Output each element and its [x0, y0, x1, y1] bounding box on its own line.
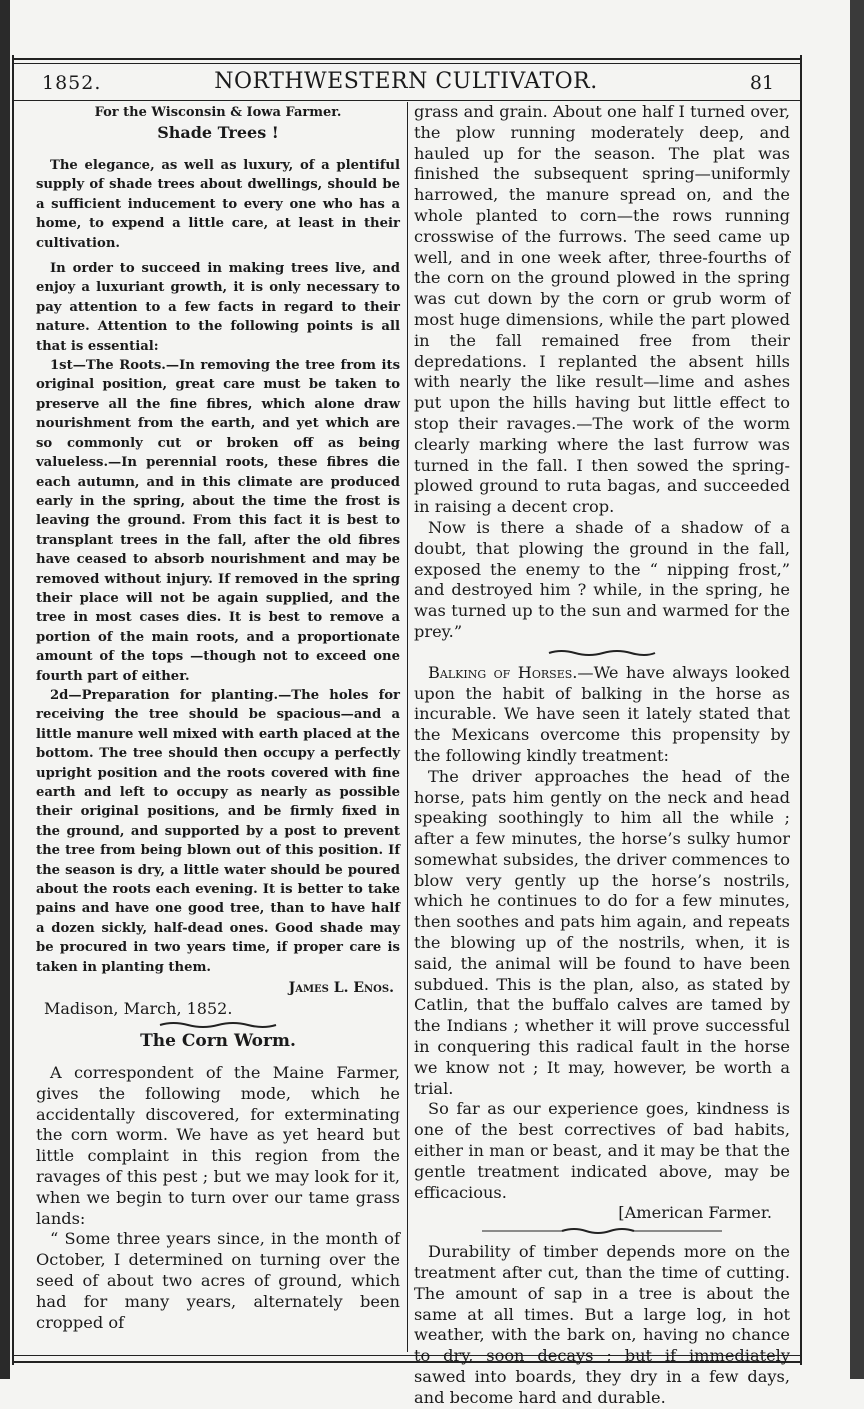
balking-lead-heading: Balking of Horses.	[428, 662, 578, 682]
balking-paragraph-1	[414, 663, 790, 767]
article-title-corn-worm: The Corn Worm.	[140, 1031, 296, 1052]
section-flourish-2	[547, 649, 657, 657]
page-number: 81	[749, 72, 774, 94]
header-year: 1852.	[42, 72, 102, 94]
running-header	[20, 66, 792, 98]
masthead-title: NORTHWESTERN CULTIVATOR.	[214, 69, 598, 94]
article-title-shade-trees: Shade Trees !	[157, 123, 279, 142]
shade-trees-paragraph-roots: 1st—The Roots.—In removing the tree from its original position, great care must be taken to preserve all the fine fibres, which alone draw nourishment from the earth, and yet which are so commonly cut or broken off as being valueless.—In perennial roots, these fibres die each autumn, and in this climate are produced early in the spring, about the time the frost is leaving the ground. From this fact it is best to transplant trees in the fall, after the old fibres have ceased to absorb nourishment and may be removed without injury. If removed in the spring their place will not be again supplied, and the tree in most cases dies. It is best to remove a portion of the main roots, and a proportionate amount of the tops —though not to exceed one fourth part of either.	[36, 358, 400, 684]
source-attribution: [American Farmer.	[618, 1203, 772, 1223]
author-signature: James L. Enos.	[288, 980, 394, 997]
article-source-line: For the Wisconsin & Iowa Farmer.	[94, 105, 342, 120]
shade-trees-paragraph-1: The elegance, as well as luxury, of a plentiful supply of shade trees about dwellings, should be a sufficient inducement to every one who has a home, to expend a little care, at least in their cultivation.	[36, 158, 400, 251]
header-rule	[12, 100, 802, 101]
dateline: Madison, March, 1852.	[44, 999, 233, 1019]
corn-worm-paragraph-3: grass and grain. About one half I turned over, the plow running moderately deep, and hauled up for the season. The plat was finished the subsequent spring—uniformly harrowed, the manure spread on, and the whole planted to corn—the rows running crosswise of the furrows. The seed came up well, and in one week after, three-fourths of the corn on the ground plowed in the spring was cut down by the corn or grub worm of most huge dimensions, while the part plowed in the fall remained free from their depredations. I replanted the absent hills with nearly the like result—lime and ashes put upon the hills having but little effect to stop their ravages.—The work of the worm clearly marking where the last furrow was turned in the fall. I then sowed the spring-plowed ground to ruta bagas, and succeeded in raising a decent crop.	[414, 102, 790, 517]
balking-paragraph-3: So far as our experience goes, kindness is one of the best correctives of bad habits, either in man or beast, and it may be that the gentle treatment indicated above, may be efficacious.	[414, 1099, 790, 1202]
scan-edge-left	[0, 0, 10, 1379]
left-column	[36, 102, 400, 1333]
shade-trees-paragraph-planting: 2d—Preparation for planting.—The holes for receiving the tree should be spacious—and a little manure well mixed with earth placed at the bottom. The tree should then occupy a perfectly upright position and the roots covered with fine earth and left to occupy as nearly as possible their original positions, and be firmly fixed in the ground, and supported by a post to prevent the tree from being blown out of this position. If the season is dry, a little water should be poured about the roots each evening. It is better to take pains and have one good tree, than to have half a dozen sickly, half-dead ones. Good shade may be procured in two years time, if proper care is taken in planting them.	[36, 687, 400, 975]
scan-edge-right	[850, 0, 864, 1379]
section-flourish-1	[158, 1021, 278, 1029]
top-double-rule	[12, 58, 802, 64]
balking-lead-text: —We have always looked upon the habit of balking in the horse as incurable. We have seen it lately stated that the Mexicans overcome this propensity by the following kindly treatment:	[414, 662, 790, 765]
right-column	[414, 102, 790, 1409]
corn-worm-paragraph-1: A correspondent of the Maine Farmer, gives the following mode, which he accidentally discovered, for exterminating the corn worm. We have as yet heard but little complaint in this region from the ravages of this pest ; but we may look for it, when we begin to turn over our tame grass lands:	[36, 1063, 400, 1228]
corn-worm-paragraph-2: “ Some three years since, in the month of October, I determined on turning over the seed of about two acres of ground, which had for many years, alternately been cropped of	[36, 1229, 400, 1332]
timber-paragraph: Durability of timber depends more on the treatment after cut, than the time of cutting. The amount of sap in a tree is about the same at all times. But a large log, in hot weather, with the bark on, having no chance to dry, soon decays ; but if immediately sawed into boards, they dry in a few days, and become hard and durable.	[414, 1242, 790, 1407]
shade-trees-paragraph-2: In order to succeed in making trees live, and enjoy a luxuriant growth, it is only necessary to pay attention to a few facts in regard to their nature. Attention to the following points is all that is essential:	[36, 261, 400, 354]
section-flourish-3	[482, 1226, 722, 1236]
balking-paragraph-2: The driver approaches the head of the horse, pats him gently on the neck and head speaking soothingly to him all the while ; after a few minutes, the horse’s sulky humor somewhat subsides, the driver commences to blow very gently up the horse’s nostrils, which he continues to do for a few minutes, then soothes and pats him again, and repeats the blowing up of the nostrils, when, it is said, the animal will be found to have been subdued. This is the plan, also, as stated by Catlin, that the buffalo calves are tamed by the Indians ; whether it will prove successful in conquering this radical fault in the horse we know not ; It may, however, be worth a trial.	[414, 766, 790, 1098]
column-divider	[407, 102, 408, 1352]
corn-worm-paragraph-4: Now is there a shade of a shadow of a doubt, that plowing the ground in the fall, exposed the enemy to the “ nipping frost,” and destroyed him ? while, in the spring, he was turned up to the sun and warmed for the prey.”	[414, 517, 790, 641]
